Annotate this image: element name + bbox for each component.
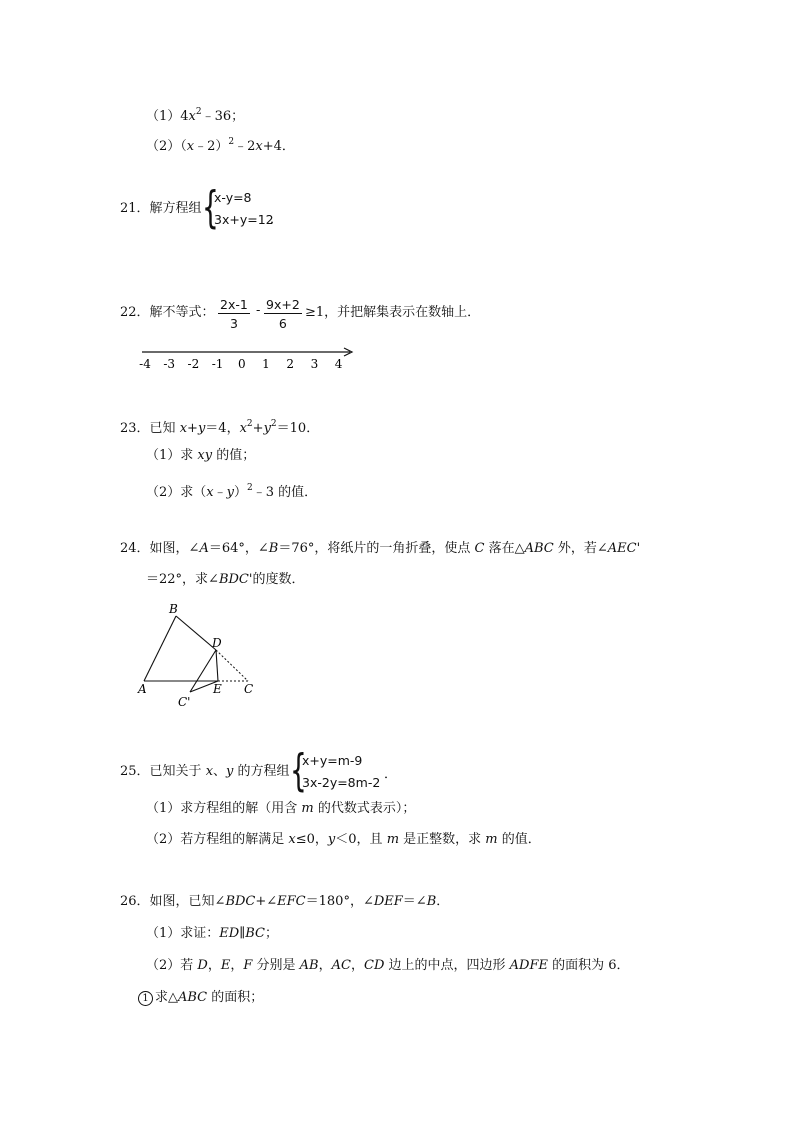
q21-eq1: x-y=8 [214,190,252,205]
segment-DE [216,650,218,681]
number-line-tick-label: -2 [187,357,200,371]
point-label-B: B [169,602,178,616]
q22-relation: ≥1，并把解集表示在数轴上． [305,305,481,320]
point-label-C-prime: C' [178,695,191,709]
q23-part2: （2）求（x﹣y）$^2$﹣3 的值． [146,483,318,500]
q25-eq1: x+y=m-9 [302,753,363,768]
number-line-tick-label: 2 [286,357,295,371]
q22-fraction-1 [218,297,250,331]
q20-part1: $(1)4x^2﹣36$； [146,107,245,124]
segment-DC-dashed [216,650,248,681]
q21-end: ． [270,212,284,227]
q22-minus: - [256,303,261,318]
q26-part1: （1）求证：ED∥BC； [146,926,278,941]
number-line-tick-label: -1 [211,357,224,371]
q26-given: 26．如图，已知∠BDC+∠EFC＝180°，∠DEF＝∠B． [120,894,450,909]
segment-AB [144,616,176,681]
number-line-tick-label: 0 [237,357,246,371]
q22-fraction-2 [264,297,302,331]
q22-frac2-numerator: 9x+2 [266,297,300,312]
point-label-C: C [244,682,254,696]
point-label-D: D [212,636,222,650]
q26-part2: （2）若 D，E，F 分别是 AB，AC，CD 边上的中点，四边形 ADFE 的面积为 6． [146,958,630,973]
q25-part2: （2）若方程组的解满足 x≤0，y＜0，且 m 是正整数，求 m 的值． [146,832,541,847]
number-line-tick-label: -4 [139,357,151,371]
q23-given: 23．已知 x+y＝4，$x^2+y^2=10$． [120,419,320,436]
q25-brace: { [290,745,307,796]
number-line-tick-label: 3 [310,357,319,371]
circled-number: 1 [138,991,153,1006]
number-line-tick-label: 4 [334,357,343,371]
q24-line2: ＝22°，求∠BDC'的度数． [146,572,305,587]
q25-label: 25．已知关于 x、y 的方程组 [120,764,290,779]
q24-figure [134,600,274,710]
number-line-tick-label: -3 [163,357,176,371]
q20-part2: （2）（x﹣2）$^2$﹣2x+4． [146,137,295,154]
q25-eq2: 3x-2y=8m-2 [302,775,381,790]
q25-end: ． [384,767,398,782]
q21-label: 21．解方程组 [120,201,202,216]
q25-part1: （1）求方程组的解（用含 m 的代数式表示）； [146,801,416,816]
q22-label: 22．解不等式： [120,305,215,320]
q22-frac1-numerator: 2x-1 [220,297,248,312]
q21-brace: { [202,182,219,233]
q21-eq2: 3x+y=12 [214,212,274,227]
number-line-ticks [139,357,343,371]
segment-BD [176,616,216,650]
number-line-tick-label: 1 [262,357,270,371]
q26-part2-item1: 1 求△ABC 的面积； [138,990,263,1006]
point-label-A: A [138,682,147,696]
number-line [130,344,370,374]
point-label-E: E [213,682,222,696]
q24-line1: 24．如图，∠A＝64°，∠B＝76°，将纸片的一角折叠，使点 C 落在△ABC 外，若∠AEC' [120,541,641,556]
q23-part1: （1）求 xy 的值； [146,448,256,463]
q22-frac1-denominator: 3 [229,316,238,331]
q22-frac2-denominator: 6 [278,316,287,331]
